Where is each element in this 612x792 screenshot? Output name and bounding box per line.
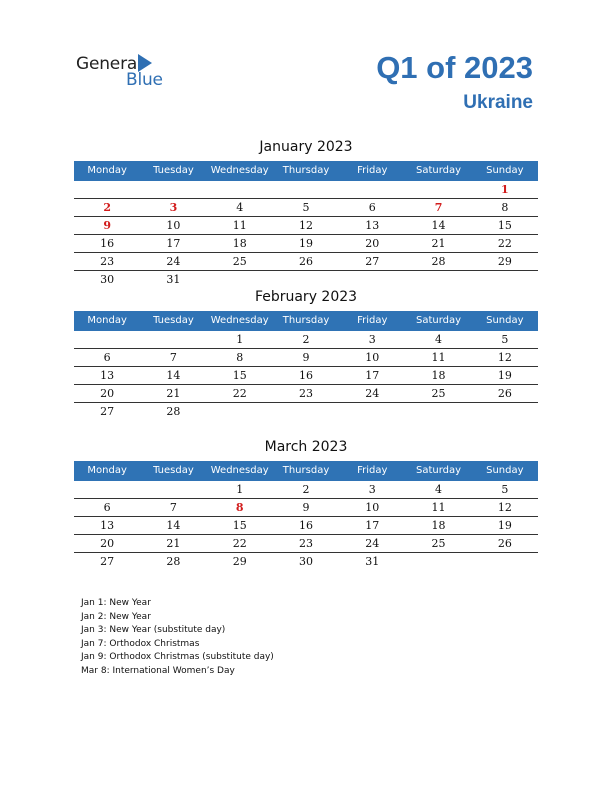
day-cell [339, 271, 405, 288]
day-cell: 18 [431, 369, 446, 382]
weekday-label: Sunday [486, 165, 524, 176]
day-cell: 3 [368, 333, 376, 346]
holiday-item: Mar 8: International Women’s Day [81, 665, 235, 676]
logo-general-text: General [76, 54, 142, 74]
day-cell: 10 [365, 501, 380, 514]
weekday-label: Saturday [416, 165, 462, 176]
weekday-header [74, 461, 538, 481]
week-row [74, 367, 538, 385]
day-cell [339, 403, 405, 420]
day-cell: 17 [365, 369, 380, 382]
month-february [74, 287, 538, 420]
day-cell [405, 271, 471, 288]
day-cell: 16 [100, 237, 115, 250]
holiday-item: Jan 7: Orthodox Christmas [81, 638, 200, 649]
day-cell [207, 403, 273, 420]
day-cell: 22 [232, 387, 247, 400]
weekday-header [74, 161, 538, 181]
holiday-item: Jan 9: Orthodox Christmas (substitute day) [81, 652, 274, 663]
weekday-label: Monday [87, 465, 127, 476]
day-cell: 5 [302, 201, 310, 214]
weekday-label: Saturday [416, 315, 462, 326]
day-cell: 1 [236, 483, 244, 496]
week-row [74, 535, 538, 553]
day-cell: 8 [501, 201, 509, 214]
week-row [74, 385, 538, 403]
day-cell: 15 [232, 519, 247, 532]
holiday-item: Jan 2: New Year [81, 611, 151, 622]
weekday-label: Thursday [282, 165, 330, 176]
day-cell: 11 [431, 501, 446, 514]
weekday-label: Tuesday [153, 165, 194, 176]
day-cell: 20 [100, 387, 115, 400]
week-row [74, 481, 538, 499]
day-cell: 16 [298, 369, 313, 382]
day-cell: 13 [365, 219, 380, 232]
week-row [74, 553, 538, 570]
day-cell: 26 [497, 387, 512, 400]
week-row [74, 499, 538, 517]
day-cell: 28 [431, 255, 446, 268]
weekday-label: Sunday [486, 465, 524, 476]
week-row [74, 271, 538, 288]
day-cell: 5 [501, 483, 509, 496]
day-cell [140, 481, 206, 498]
day-cell: 14 [166, 369, 181, 382]
day-cell: 1 [501, 183, 509, 196]
day-cell: 15 [232, 369, 247, 382]
weekday-label: Wednesday [210, 315, 269, 326]
day-cell [405, 403, 471, 420]
page-title: Q1 of 2023 [376, 50, 533, 85]
day-cell: 29 [232, 555, 247, 568]
holiday-item: Jan 3: New Year (substitute day) [81, 625, 226, 636]
day-cell: 9 [302, 351, 310, 364]
day-cell: 16 [298, 519, 313, 532]
week-row [74, 253, 538, 271]
day-cell: 20 [100, 537, 115, 550]
day-cell: 15 [497, 219, 512, 232]
day-cell: 23 [298, 387, 313, 400]
day-cell: 23 [100, 255, 115, 268]
weekday-label: Wednesday [210, 165, 269, 176]
day-cell [472, 403, 538, 420]
week-row [74, 349, 538, 367]
day-cell: 19 [497, 369, 512, 382]
day-cell: 27 [100, 405, 115, 418]
day-cell: 27 [100, 555, 115, 568]
week-row [74, 403, 538, 420]
day-cell [405, 181, 471, 198]
day-cell: 12 [497, 351, 512, 364]
day-cell: 6 [103, 351, 111, 364]
day-cell [273, 271, 339, 288]
month-january [74, 137, 538, 288]
holiday-list [81, 597, 274, 679]
day-cell: 4 [236, 201, 244, 214]
day-cell: 10 [166, 219, 181, 232]
month-grid [74, 481, 538, 570]
day-cell: 11 [431, 351, 446, 364]
day-cell: 19 [298, 237, 313, 250]
month-grid [74, 331, 538, 420]
day-cell: 9 [103, 219, 111, 232]
month-title: January 2023 [259, 139, 353, 155]
day-cell: 19 [497, 519, 512, 532]
day-cell: 7 [169, 501, 177, 514]
day-cell: 29 [497, 255, 512, 268]
day-cell [207, 181, 273, 198]
month-title: March 2023 [264, 439, 348, 455]
day-cell: 8 [235, 501, 244, 514]
weekday-label: Friday [357, 315, 388, 326]
day-cell: 21 [431, 237, 446, 250]
weekday-label: Friday [357, 465, 388, 476]
day-cell: 21 [166, 387, 181, 400]
day-cell: 31 [365, 555, 380, 568]
week-row [74, 235, 538, 253]
day-cell: 25 [232, 255, 247, 268]
day-cell: 23 [298, 537, 313, 550]
holiday-item: Jan 1: New Year [81, 598, 151, 608]
day-cell: 17 [365, 519, 380, 532]
country-name: Ukraine [463, 92, 533, 113]
day-cell: 25 [431, 387, 446, 400]
weekday-label: Monday [87, 165, 127, 176]
day-cell: 27 [365, 255, 380, 268]
day-cell: 22 [497, 237, 512, 250]
month-grid [74, 181, 538, 288]
weekday-label: Wednesday [210, 465, 269, 476]
day-cell: 4 [435, 483, 443, 496]
day-cell: 2 [302, 333, 310, 346]
day-cell: 24 [365, 387, 380, 400]
day-cell: 6 [103, 501, 111, 514]
day-cell [472, 553, 538, 570]
week-row [74, 217, 538, 235]
day-cell [339, 181, 405, 198]
day-cell [405, 553, 471, 570]
day-cell [74, 181, 140, 198]
day-cell [273, 403, 339, 420]
week-row [74, 199, 538, 217]
day-cell: 1 [236, 333, 244, 346]
day-cell: 3 [169, 201, 178, 214]
weekday-label: Saturday [416, 465, 462, 476]
day-cell: 21 [166, 537, 181, 550]
week-row [74, 181, 538, 199]
logo-blue-text: Blue [126, 70, 163, 90]
month-title: February 2023 [254, 289, 358, 305]
day-cell: 26 [298, 255, 313, 268]
weekday-label: Thursday [282, 315, 330, 326]
day-cell: 7 [169, 351, 177, 364]
day-cell: 3 [368, 483, 376, 496]
day-cell: 7 [434, 201, 443, 214]
day-cell: 20 [365, 237, 380, 250]
day-cell [140, 181, 206, 198]
weekday-label: Thursday [282, 465, 330, 476]
day-cell [472, 271, 538, 288]
day-cell: 13 [100, 519, 115, 532]
day-cell: 2 [302, 483, 310, 496]
day-cell: 31 [166, 273, 181, 286]
month-march [74, 437, 538, 570]
day-cell: 28 [166, 405, 181, 418]
day-cell: 30 [100, 273, 115, 286]
day-cell: 26 [497, 537, 512, 550]
day-cell: 24 [166, 255, 181, 268]
day-cell: 17 [166, 237, 181, 250]
logo [76, 52, 176, 92]
day-cell [74, 481, 140, 498]
day-cell: 11 [232, 219, 247, 232]
weekday-label: Monday [87, 315, 127, 326]
weekday-label: Tuesday [153, 465, 194, 476]
weekday-label: Tuesday [153, 315, 194, 326]
day-cell: 28 [166, 555, 181, 568]
weekday-label: Friday [357, 165, 388, 176]
day-cell: 13 [100, 369, 115, 382]
day-cell: 6 [368, 201, 376, 214]
day-cell: 12 [497, 501, 512, 514]
day-cell [273, 181, 339, 198]
weekday-header [74, 311, 538, 331]
day-cell: 10 [365, 351, 380, 364]
day-cell: 4 [435, 333, 443, 346]
day-cell: 9 [302, 501, 310, 514]
day-cell: 25 [431, 537, 446, 550]
day-cell: 18 [232, 237, 247, 250]
day-cell [207, 271, 273, 288]
day-cell: 5 [501, 333, 509, 346]
day-cell: 14 [166, 519, 181, 532]
day-cell: 30 [298, 555, 313, 568]
day-cell: 2 [103, 201, 111, 214]
day-cell: 22 [232, 537, 247, 550]
day-cell: 8 [236, 351, 244, 364]
day-cell: 14 [431, 219, 446, 232]
day-cell [140, 331, 206, 348]
day-cell: 24 [365, 537, 380, 550]
week-row [74, 331, 538, 349]
weekday-label: Sunday [486, 315, 524, 326]
day-cell [74, 331, 140, 348]
day-cell: 12 [298, 219, 313, 232]
day-cell: 18 [431, 519, 446, 532]
week-row [74, 517, 538, 535]
